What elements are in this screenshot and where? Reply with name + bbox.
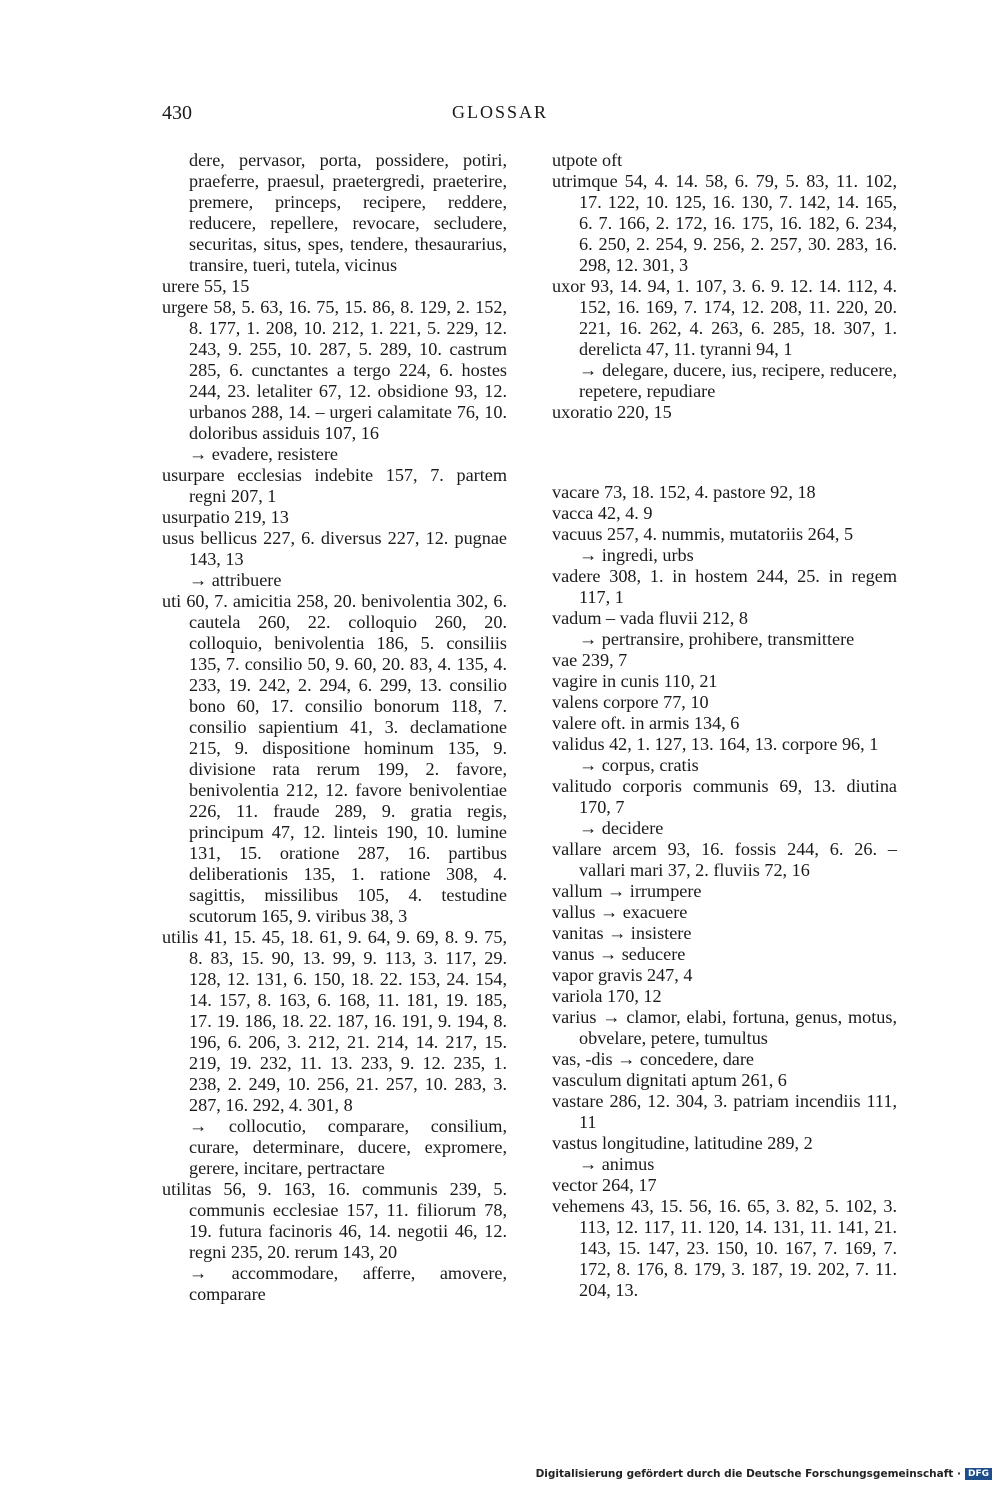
glossary-entry: vacuus 257, 4. nummis, mutatoriis 264, 5 xyxy=(552,524,854,545)
glossary-entry: vagire in cunis 110, 21 xyxy=(552,671,718,692)
glossary-entry: variola 170, 12 xyxy=(552,986,662,1007)
glossary-cross-reference: → collocutio, comparare, consilium, curare, determinare, ducere, expromere, gerere, incitare, pertractare xyxy=(189,1116,507,1178)
glossary-entry: valens corpore 77, 10 xyxy=(552,692,709,713)
glossary-cross-reference: → animus xyxy=(579,1154,655,1175)
glossary-entry: utpote oft xyxy=(552,150,623,170)
glossary-entry: vanus → seducere xyxy=(552,944,686,965)
glossary-entry: utrimque 54, 4. 14. 58, 6. 79, 5. 83, 11. 102, 17. 122, 10. 125, 16. 130, 7. 142, 14. 165, 6. 7. 166, 2. 172, 16. 175, 16. 182, 6. 234, 6. 250, 2. 254, 9. 256, 2. 257, 30. 283, 16. 298, 12. 301, 3 xyxy=(552,171,897,275)
glossary-entry: validus 42, 1. 127, 13. 164, 13. corpore 96, 1 xyxy=(552,734,879,755)
glossary-cross-reference: → corpus, cratis xyxy=(579,755,699,776)
glossary-cross-reference: → ingredi, urbs xyxy=(579,545,694,566)
glossary-entry: valere oft. in armis 134, 6 xyxy=(552,713,740,734)
glossary-entry: vector 264, 17 xyxy=(552,1175,657,1196)
glossary-entry: vallum → irrumpere xyxy=(552,881,702,902)
glossary-entry: urere 55, 15 xyxy=(162,276,250,296)
glossary-entry: vastare 286, 12. 304, 3. patriam incendiis 111, 11 xyxy=(552,1091,897,1133)
glossary-entry: usurpatio 219, 13 xyxy=(162,507,289,527)
glossary-entry: vadum – vada fluvii 212, 8 xyxy=(552,608,748,629)
glossary-entry: varius → clamor, elabi, fortuna, genus, motus, obvelare, petere, tumultus xyxy=(552,1007,897,1049)
running-head: GLOSSAR xyxy=(451,102,549,122)
glossary-entry: utilis 41, 15. 45, 18. 61, 9. 64, 9. 69, 8. 9. 75, 8. 83, 15. 90, 13. 99, 9. 113, 3. 117, 29. 128, 12. 131, 6. 150, 18. 22. 153, 24. 154, 14. 157, 8. 163, 6. 168, 11. 181, 19. 185, 17. 19. 186, 18. 22. 187, 16. 191, 9. 194, 8. 196, 6. 206, 3. 212, 21. 214, 14. 217, 15. 219, 19. 232, 11. 13. 233, 9. 12. 235, 1. 238, 2. 249, 10. 256, 21. 257, 10. 283, 3. 287, 16. 292, 4. 301, 8 xyxy=(162,927,507,1115)
footer-text: Digitalisierung gefördert durch die Deutsche Forschungsgemeinschaft · xyxy=(535,1468,961,1480)
glossary-cross-reference: → pertransire, prohibere, transmittere xyxy=(579,629,855,650)
glossary-entry: uxoratio 220, 15 xyxy=(552,402,672,422)
glossary-entry: vapor gravis 247, 4 xyxy=(552,965,693,986)
glossary-cross-reference: → accommodare, afferre, amovere, comparare xyxy=(189,1263,507,1304)
glossary-entry: vadere 308, 1. in hostem 244, 25. in regem 117, 1 xyxy=(552,566,897,608)
glossary-entry: vas, -dis → concedere, dare xyxy=(552,1049,754,1070)
glossary-cross-reference: → evadere, resistere xyxy=(189,444,338,464)
glossary-entry: urgere 58, 5. 63, 16. 75, 15. 86, 8. 129, 2. 152, 8. 177, 1. 208, 10. 212, 1. 221, 5. 229, 12. 243, 9. 255, 10. 287, 5. 289, 10. castrum 285, 6. cunctantes a tergo 224, 6. hostes 244, 23. letaliter 67, 12. obsidione 93, 12. urbanos 288, 14. – urgeri calamitate 76, 10. doloribus assiduis 107, 16 xyxy=(162,297,507,443)
glossary-entry: utilitas 56, 9. 163, 16. communis 239, 5. communis ecclesiae 157, 11. filiorum 78, 19. futura facinoris 46, 14. negotii 46, 12. regni 235, 20. rerum 143, 20 xyxy=(162,1179,507,1262)
page-number: 430 xyxy=(162,102,192,124)
glossary-cross-reference: → decidere xyxy=(579,818,664,839)
glossary-entry: usurpare ecclesias indebite 157, 7. partem regni 207, 1 xyxy=(162,465,507,506)
glossary-entry: vacca 42, 4. 9 xyxy=(552,503,653,524)
glossary-entry: vasculum dignitati aptum 261, 6 xyxy=(552,1070,787,1091)
glossary-entry: uti 60, 7. amicitia 258, 20. benivolentia 302, 6. cautela 260, 22. colloquio 260, 20. colloquio, benivolentia 186, 5. consiliis 135, 7. consilio 50, 9. 60, 20. 83, 4. 135, 4. 233, 19. 242, 2. 294, 6. 299, 13. consilio bono 60, 17. consilio bonorum 118, 7. consilio sapientium 41, 3. declamatione 215, 9. dispositione hominum 135, 9. divisione rata rerum 199, 2. favore, benivolentia 212, 12. favore benivolentiae 226, 11. fraude 289, 9. gratia regis, principum 47, 12. linteis 190, 10. lumine 131, 15. oratione 287, 16. partibus deliberationis 135, 1. ratione 308, 4. sagittis, missilibus 105, 4. testudine scutorum 165, 9. viribus 38, 3 xyxy=(162,591,507,926)
glossary-entry: vae 239, 7 xyxy=(552,650,628,671)
glossary-column-left xyxy=(162,150,507,1305)
glossary-cross-reference: → delegare, ducere, ius, recipere, reducere, repetere, repudiare xyxy=(579,360,897,401)
glossary-entry: valitudo corporis communis 69, 13. diutina 170, 7 xyxy=(552,776,897,818)
glossary-entry: uxor 93, 14. 94, 1. 107, 3. 6. 9. 12. 14. 112, 4. 152, 16. 169, 7. 174, 12. 208, 11. 220, 20. 221, 16. 262, 4. 263, 6. 285, 18. 307, 1. derelicta 47, 11. tyranni 94, 1 xyxy=(552,276,897,359)
dfg-logo: DFG xyxy=(965,1468,992,1480)
glossary-entry: vehemens 43, 15. 56, 16. 65, 3. 82, 5. 102, 3. 113, 12. 117, 11. 120, 14. 131, 11. 141, 21. 143, 15. 147, 23. 150, 10. 167, 7. 169, 7. 172, 8. 176, 8. 179, 3. 187, 19. 202, 7. 11. 204, 13. xyxy=(552,1196,897,1301)
glossary-entry: vallare arcem 93, 16. fossis 244, 6. 26. – vallari mari 37, 2. fluviis 72, 16 xyxy=(552,839,897,881)
glossary-entry: vastus longitudine, latitudine 289, 2 xyxy=(552,1133,813,1154)
section-gap xyxy=(552,441,897,464)
glossary-column-right xyxy=(552,150,897,1301)
footer-credit xyxy=(536,1468,992,1480)
glossary-entry: vacare 73, 18. 152, 4. pastore 92, 18 xyxy=(552,482,816,503)
glossary-entry: vallus → exacuere xyxy=(552,902,688,923)
glossary-cross-reference: → attribuere xyxy=(189,570,282,590)
glossary-cross-reference: dere, pervasor, porta, possidere, potiri, praeferre, praesul, praetergredi, praeterire, premere, princeps, recipere, reddere, reducere, repellere, revocare, secludere, securitas, situs, spes, tendere, thesaurarius, transire, tueri, tutela, vicinus xyxy=(189,150,507,275)
glossary-entry: vanitas → insistere xyxy=(552,923,692,944)
glossary-entry: usus bellicus 227, 6. diversus 227, 12. pugnae 143, 13 xyxy=(162,528,507,569)
